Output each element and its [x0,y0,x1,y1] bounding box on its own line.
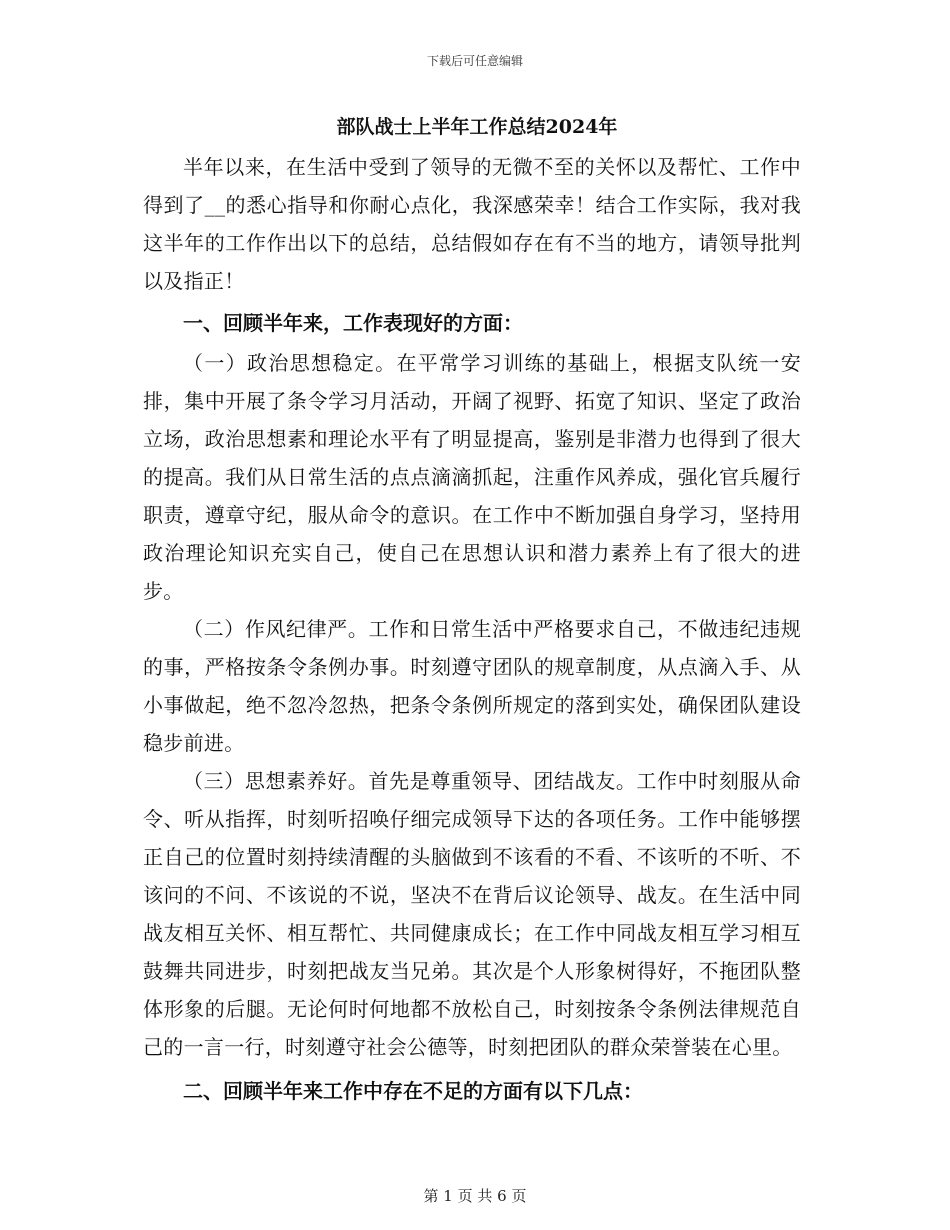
intro-paragraph: 半年以来，在生活中受到了领导的无微不至的关怀以及帮忙、工作中得到了__的悉心指导和你耐心点化，我深感荣幸！结合工作实际，我对我这半年的工作作出以下的总结，总结假如存在有不当的地方，请领导批判以及指正！ [143,155,801,293]
section-1-heading: 一、回顾半年来，工作表现好的方面： [183,311,523,335]
section-1-item-3: （三）思想素养好。首先是尊重领导、团结战友。工作中时刻服从命令、听从指挥，时刻听招唤仔细完成领导下达的各项任务。工作中能够摆正自己的位置时刻持续清醒的头脑做到不该看的不看、不该听的不听、不该问的不问、不该说的不说，坚决不在背后议论领导、战友。在生活中同战友相互关怀、相互帮忙、共同健康成长；在工作中同战友相互学习相互鼓舞共同进步，时刻把战友当兄弟。其次是个人形象树得好，不拖团队整体形象的后腿。无论何时何地都不放松自己，时刻按条令条例法律规范自己的一言一行，时刻遵守社会公德等，时刻把团队的群众荣誉装在心里。 [143,769,801,1059]
section-1-item-2: （二）作风纪律严。工作和日常生活中严格要求自己，不做违纪违规的事，严格按条令条例办事。时刻遵守团队的规章制度，从点滴入手、从小事做起，绝不忽冷忽热，把条令条例所规定的落到实处，确保团队建设稳步前进。 [143,617,801,755]
document-body [143,112,801,1112]
page-header-note: 下载后可任意编辑 [426,54,523,68]
section-2-heading: 二、回顾半年来工作中存在不足的方面有以下几点： [183,1079,643,1103]
page-footer-pagination: 第 1 页 共 6 页 [423,1187,527,1205]
section-1-item-1: （一）政治思想稳定。在平常学习训练的基础上，根据支队统一安排，集中开展了条令学习月活动，开阔了视野、拓宽了知识、坚定了政治立场，政治思想素和理论水平有了明显提高，鉴别是非潜力也得到了很大的提高。我们从日常生活的点点滴滴抓起，注重作风养成，强化官兵履行职责，遵章守纪，服从命令的意识。在工作中不断加强自身学习，坚持用政治理论知识充实自己，使自己在思想认识和潜力素养上有了很大的进步。 [143,351,801,603]
document-title: 部队战士上半年工作总结2024年 [336,116,618,138]
